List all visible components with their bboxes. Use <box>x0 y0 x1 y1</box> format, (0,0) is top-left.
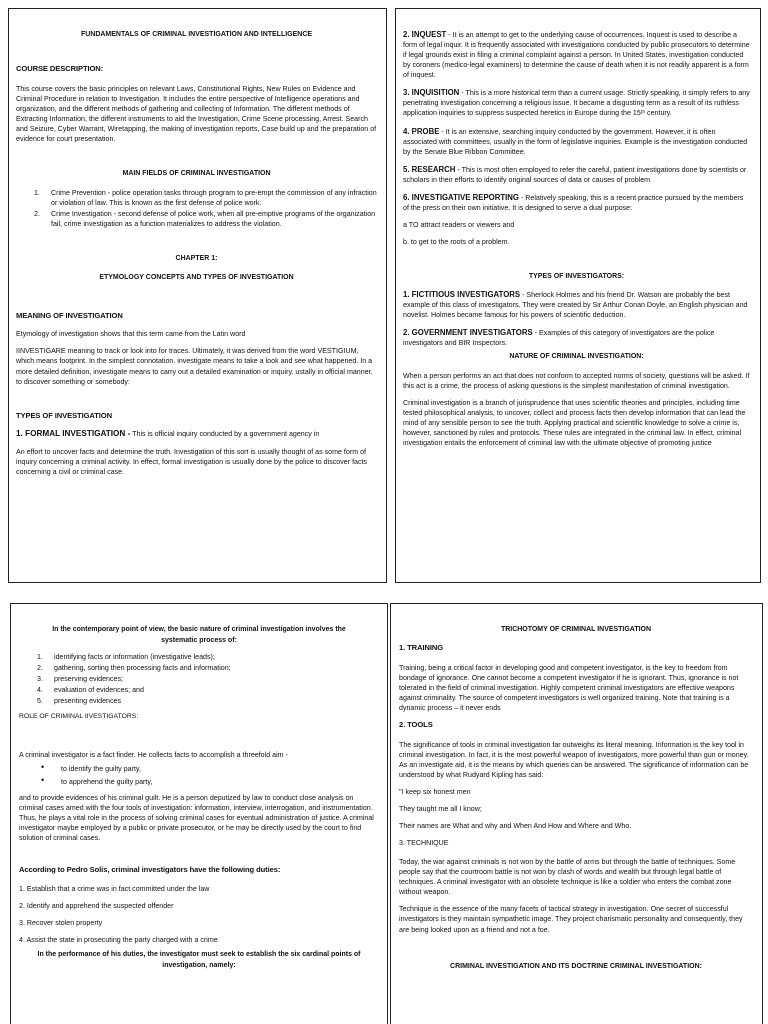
technique-paragraph-1: Today, the war against criminals is not won by the battle of arms but through the battle of techniques. Some people say that the courtroom battle is not won by clash of words and wealth but through legal battle of techniques. A criminal investigator with an obsolete technique is like a soldier who enters the combat zone without weapon. <box>399 858 736 897</box>
nature-paragraph-1: When a person performs an act that does not conform to accepted norms of society, questions will be asked. If this act is a crime, the process of asking questions is the simplest manifestation of criminal investigation. <box>403 371 750 390</box>
duty-item: 3. Recover stolen property <box>19 918 103 927</box>
tools-heading: 2. TOOLS <box>399 719 433 729</box>
list-item: 3. preserving evidences; <box>37 674 124 683</box>
list-item: 4. evaluation of evidences; and <box>37 685 144 694</box>
doctrine-heading: CRIMINAL INVESTIGATION AND ITS DOCTRINE CRIMINAL INVESTIGATION: <box>450 960 702 970</box>
duty-item: 2. Identify and apprehend the suspected offender <box>19 901 174 910</box>
meaning-paragraph-1: Etymology of investigation shows that this term came from the Latin word <box>16 330 246 339</box>
list-item: 2. Crime Investigation - second defense of police work, when all pre-emptive programs of the organization fail, crime investigation as a function materializes to address the violation. <box>34 209 376 228</box>
main-fields-list <box>16 188 377 229</box>
fact-finder-text: A criminal investigator is a fact finder. He collects facts to accomplish a threefold aim - <box>19 750 288 759</box>
purpose-a: a TO attract readers or viewers and <box>403 220 515 229</box>
chapter-label: CHAPTER 1: <box>175 252 218 262</box>
formal-investigation-paragraph: 1. FORMAL INVESTIGATION - This is official inquiry conducted by a government agency in <box>16 429 320 439</box>
formal-investigation-detail: An effort to uncover facts and determine the truth. Investigation of this sort is usually thought of as some form of inquiry concerning a criminal activity. In effect, formal investigation is usually done by the police to discover facts concerning a civil or criminal case. <box>16 448 368 477</box>
list-item: • to identify the guilty party, <box>19 764 379 774</box>
list-item: 1. identifying facts or information (investigative leads); <box>37 652 215 661</box>
meaning-heading: MEANING OF INVESTIGATION <box>16 310 123 320</box>
tools-text: The significance of tools in criminal investigation far outweighs its literal meaning. Information is the key tool in criminal investigation. In fact, it is the most powerful weapon of investigators, more powerful than gun or money. As an investigate aid, it is the means by which queries can be answered. The significance of information can be understood by what Rudyard Kipling has said: <box>399 740 749 779</box>
inquest-paragraph: 2. INQUEST - It is an attempt to get to the underlying cause of occurrences. Inquest is used to describe a form of legal inquir. It is frequently associated with investigations conducted by public prosecutors to determine if legal grounds exist in filing a criminal complaint against a person. In United States, investigation conducted by coroners (medico-legal examiners) to determine the cause of death when it is not readily apparent is a form of inquest. <box>403 30 750 80</box>
course-description-text: This course covers the basic principles on relevant Laws, Constitutional Rights, New Rules on Evidence and Criminal Procedure in relation to Investigation. It includes the entire perspective of Intelligence operations and organization, and the different methods of gathering and collecting of Information. The different methods of Extracting Information, the different instruments to aid the Investigation, Crime Scene processing, Arrest. Search and Seizure, Cyber Warrant, Wiretapping, the making of investigation reports, Case build up and the preparation of evidence for court presentation. <box>16 84 377 143</box>
process-steps-list <box>19 652 379 706</box>
types-of-investigators-heading: TYPES OF INVESTIGATORS: <box>528 271 625 281</box>
fictitious-investigators-paragraph: 1. FICTITIOUS INVESTIGATORS - Sherlock Holmes and his friend Dr. Watson are probably the best example of this class of investigators. They were created by Sir Arthur Conan Doyle, an English physician and novelist. Holmes became famous for his powers of scientific deduction. <box>403 289 748 319</box>
technique-heading: 3. TECHNIQUE <box>399 839 449 848</box>
document-page-1 <box>8 8 387 583</box>
list-item: 5. presenting evidences <box>37 696 122 705</box>
six-cardinal-points-text: In the performance of his duties, the investigator must seek to establish the six cardinal points of investigation, namely: <box>37 949 361 969</box>
document-page-3 <box>10 603 388 1024</box>
meaning-paragraph-2: IINVESTIGARE meaning to track or look into for traces. Ultimately, it was derived from the word VESTIGIUM, which means footprint. In the simplest connotation. investigate means to take a look and see what happened. In a more detailed definition, investigate means to carry out a detailed examination or inquiry. ustally in official manner. to discover something or somebody: <box>16 347 373 386</box>
chapter-title: ETYMOLOGY CONCEPTS AND TYPES OF INVESTIGATION <box>99 271 294 281</box>
trichotomy-title: TRICHOTOMY OF CRIMINAL INVESTIGATION <box>500 624 652 633</box>
provide-evidence-text: and to provide evidences of his criminal guilt. He is a person deputized by law to conduct close analysis on criminal cases amed with the four tools of investigation: information, interview, interrogation, and instrumentation. Thus, he plays a vital role in the process of solving criminal cases for eventual administration of justice. A criminal investigator maybe employed by a public or private prosecutor, or he may be directly used by the court to find solution of criminal cases. <box>19 793 374 842</box>
list-item: 2. gathering, sorting then processing facts and information; <box>37 663 231 672</box>
nature-heading: NATURE OF CRIMINAL INVESTIGATION: <box>509 351 644 361</box>
list-item: • to apprehend the guilty party, <box>19 777 379 787</box>
training-text: Training, being a critical factor in developing good and competent investigator, is the key to freedom from bondage of ignorance. One cannot become a competent investigator if he is ignorant. Thus, ignorance is not tolerated in the field of criminal investigation. Highly competent criminal investigators are effective weapons against criminality. The source of competent investigators is well organized training. Note that training is a dynamic process – it never ends <box>399 663 739 712</box>
role-heading: ROLE OF CRIMINAL IIVESTIGATORS: <box>19 712 139 720</box>
course-description-heading: COURSE DESCRIPTION: <box>16 63 104 73</box>
duty-item: 1. Establish that a crime was in fact committed under the law <box>19 884 210 893</box>
poem-line-1: "I keep six honest men <box>399 787 471 796</box>
types-heading: TYPES OF INVESTIGATION <box>16 410 112 420</box>
solis-duties-heading: According to Pedro Solis, criminal investigators have the following duties: <box>19 865 281 875</box>
document-page-4 <box>390 603 763 1024</box>
inquisition-paragraph: 3. INQUISITION - This is a more historical term than a current usage. Strictly speaking, it simply refers to any penetrating investigation concerning a religious issue. It became a disgusting term as a result of its ruthless application inquiries to suppress suspected heretics in Europe during the 15ᵗʰ century. <box>403 88 750 118</box>
list-item: 1. Crime Prevention - police operation tasks through program to pre-empt the commission of any infraction or violation of law. This is known as the first defense of police work. <box>34 188 377 207</box>
systematic-process-lead: In the contemporary point of view, the basic nature of criminal investigation involves the systematic process of: <box>52 624 346 644</box>
document-title: FUNDAMENTALS OF CRIMINAL INVESTIGATION AND INTELLIGENCE <box>80 29 313 38</box>
research-paragraph: 5. RESEARCH - This is most often employed to refer the careful, patient investigations done by scientists or scholars in their efforts to identify original sources of data or causes of problem <box>403 164 747 184</box>
investigative-reporting-paragraph: 6. INVESTIGATIVE REPORTING - Relatively speaking, this is a recent practice pursued by the members of the press on their own initiative. It is designed to serve a dual purpose: <box>403 192 744 212</box>
poem-line-2: They taught me all I know; <box>399 804 482 813</box>
aims-list <box>19 764 379 787</box>
probe-paragraph: 4. PROBE - It is an extensive, searching inquiry conducted by the government. However, it is often associated with committees, usually in the form of legislative inquiries. Example is the investigation conducted by the Senate Blue Ribbon Committee. <box>403 126 748 156</box>
duty-item: 4. Assist the state in prosecuting the party charged with a crime <box>19 935 218 944</box>
technique-paragraph-2: Technique is the essence of the many facets of tactical strategy in investigation. One secret of successful investigators is they maintain sympathetic image. They project charismatic personality and consequently, they are being looked upon as a friend and not a foe. <box>399 905 743 934</box>
training-heading: 1. TRAINING <box>399 642 444 652</box>
poem-line-3: Their names are What and why and When And How and Where and Who. <box>399 822 632 831</box>
government-investigators-paragraph: 2. GOVERNMENT INVESTIGATORS - Examples of this category of investigators are the police investigators and BIR Inspectors. <box>403 328 715 348</box>
purpose-b: b. to get to the roots of a problem. <box>403 238 510 246</box>
document-page-2 <box>395 8 761 583</box>
nature-paragraph-2: Criminal investigation is a branch of jurisprudence that uses scientific theories and principles, including time tested philosophical analysis, to uncover, collect and process facts then develop information that can lead the mind of any sensible person to see the truth. Applying practical and scientific knowledge to solve a crime is, however, sanctioned by rules and protocols. These rules are integrated in the criminal law. In effect, criminal investigation entails the enforcement of criminal law with the ultimate objective of promoting justice <box>403 399 746 448</box>
main-fields-heading: MAIN FIELDS OF CRIMINAL INVESTIGATION <box>122 167 271 177</box>
